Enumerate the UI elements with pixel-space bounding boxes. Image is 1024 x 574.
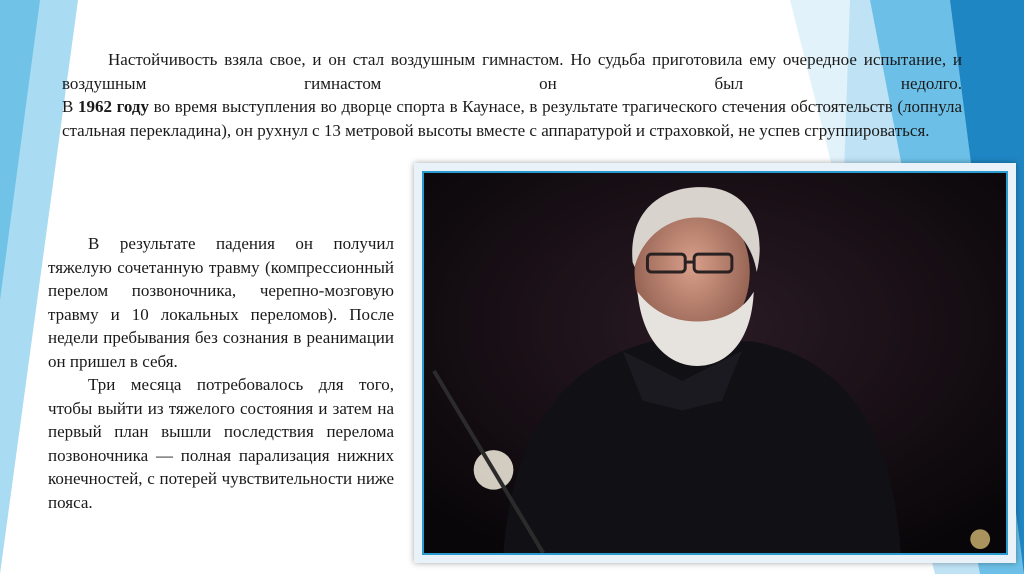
top-paragraph: [62, 48, 962, 142]
portrait-photo: [422, 171, 1008, 555]
left-column-text: [48, 232, 394, 514]
left-paragraph-1: В результате падения он получил тяжелую сочетанную травму (компрессионный перелом позвоночника, черепно-мозговую травму и 10 локальных переломов). После недели пребывания без сознания в реанимации он пришел в себя.: [48, 234, 394, 371]
top-paragraph-line1: Настойчивость взяла свое, и он стал воздушным гимнастом. Но судьба приготовила ему очередное испытание, и воздушным гимнастом он был недолго.: [62, 50, 962, 93]
photo-frame: [414, 163, 1016, 563]
top-paragraph-line2: [62, 95, 962, 142]
top-paragraph-rest: во время выступления во дворце спорта в Каунасе, в результате трагического стечения обстоятельств (лопнула стальная перекладина), он рухнул с 13 метровой высоты вместе с аппаратурой и страховкой, не успев сгруппироваться.: [62, 97, 962, 140]
year-highlight: 1962 году: [77, 97, 150, 116]
year-prefix: В: [62, 97, 78, 116]
left-paragraph-2: Три месяца потребовалось для того, чтобы выйти из тяжелого состояния и затем на первый план вышли последствия перелома позвоночника — полная парализация нижних конечностей, с потерей чувствительности ниже пояса.: [48, 375, 394, 512]
